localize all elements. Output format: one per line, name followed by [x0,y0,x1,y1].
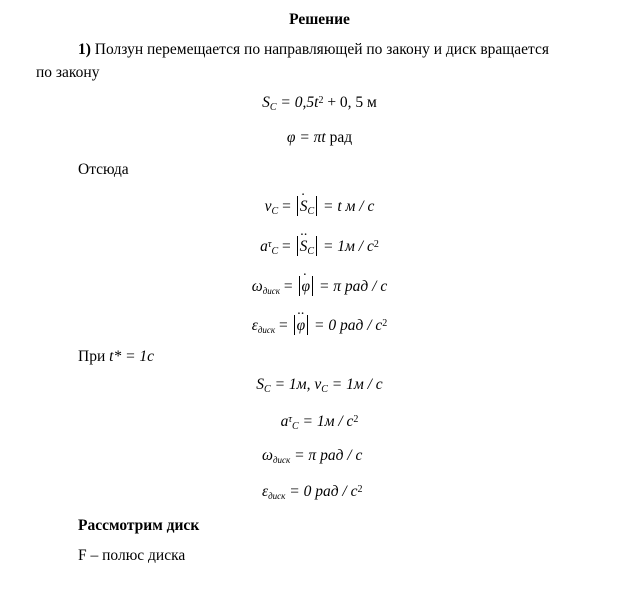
equation-tangential-acceleration [0,236,639,256]
eq1-sub: C [269,102,277,113]
intro-text: Ползун перемещается по направляющей по закону и диск вращается [94,41,549,58]
eq7-a: S [256,376,265,393]
eq10-pow: 2 [357,483,363,495]
eq6-mid: ·· φ [297,318,306,334]
eq6-rhs: = 0 рад / с [314,317,383,334]
abs-bar-right [316,236,317,256]
equation-tangential-acceleration-at-t [0,414,639,430]
eq1-rest: + 0, 5 м [327,94,377,111]
abs-bar-left [294,315,295,335]
equation-values-at-t [0,377,639,393]
final-line: F – полюс диска [78,547,186,564]
page-title: Решение [289,11,350,28]
at-var: t [109,348,114,365]
equation-angle [0,130,639,146]
eq6-sub: диск [257,325,276,336]
equation-angular-acceleration [0,315,639,335]
eq2-lhs: φ [286,129,296,146]
eq8-sup: τ [288,413,292,425]
eq7-a-rhs: = 1м, [274,376,315,393]
eq7-b-sub: C [321,384,328,395]
eq3-lhs: v [264,198,272,215]
eq3-mid: · S [300,199,308,215]
abs-bar-left [297,236,298,256]
equation-angular-velocity-at-t [262,448,362,464]
eq7-b: v [314,376,322,393]
at-rest: * = 1с [113,348,155,365]
abs-bar-left [297,196,298,216]
eq6-pow: 2 [382,317,388,329]
eq5-mid: · φ [302,279,311,295]
eq8-rhs: = 1м / с [302,413,354,430]
eq10-lhs: ε [262,483,269,500]
eq8-sub: C [291,421,299,432]
eq7-a-sub: C [264,384,271,395]
eq1-pow: 2 [318,94,324,106]
at-line [78,349,154,365]
eq9-sub: диск [272,455,291,466]
equation-velocity [0,196,639,216]
eq3-sub: C [271,206,279,217]
section-heading: Рассмотрим диск [78,517,200,534]
abs-bar-right [316,196,317,216]
eq1-rhs: = 0,5t [280,94,319,111]
eq8-lhs: a [280,413,289,430]
eq4-rhs: = 1м / с [322,238,374,255]
eq9-rhs: = π рад / с [294,447,363,464]
item-number: 1) [78,41,91,58]
equation-angular-acceleration-at-t [262,484,363,500]
eq5-rhs: = π рад / с [318,278,388,295]
eq2-rhs: = πt [299,129,326,146]
eq3-eq: = [282,198,291,215]
abs-bar-left [299,276,300,296]
equation-position [0,95,639,111]
eq4-mid: ·· S [300,239,308,255]
eq4-pow: 2 [373,238,379,250]
eq1-lhs: S [262,94,270,111]
eq5-sub: диск [262,286,280,297]
intro-line [78,42,549,58]
eq8-pow: 2 [353,413,359,425]
equation-angular-velocity [0,276,639,296]
eq4-lhs: a [260,238,268,255]
eq4-sup: τ [267,238,272,250]
eq4-mid-sub: C [307,246,315,257]
eq3-mid-sub: C [307,206,315,217]
eq6-lhs: ε [251,317,258,334]
eq10-rhs: = 0 рад / с [289,483,358,500]
abs-bar-right [312,276,313,296]
intro-continuation: по закону [36,64,100,81]
eq2-unit: рад [329,129,353,146]
at-label: При [78,348,106,365]
eq4-eq: = [282,238,291,255]
eq7-b-rhs: = 1м / с [331,376,383,393]
abs-bar-right [307,315,308,335]
eq9-lhs: ω [262,447,273,464]
eq10-sub: диск [268,491,286,502]
hence-label: Отсюда [78,161,129,178]
eq5-lhs: ω [251,278,263,295]
eq4-sub: C [271,246,279,257]
eq6-eq: = [278,317,288,334]
eq3-rhs: = t м / с [323,198,375,215]
eq5-eq: = [283,278,293,295]
